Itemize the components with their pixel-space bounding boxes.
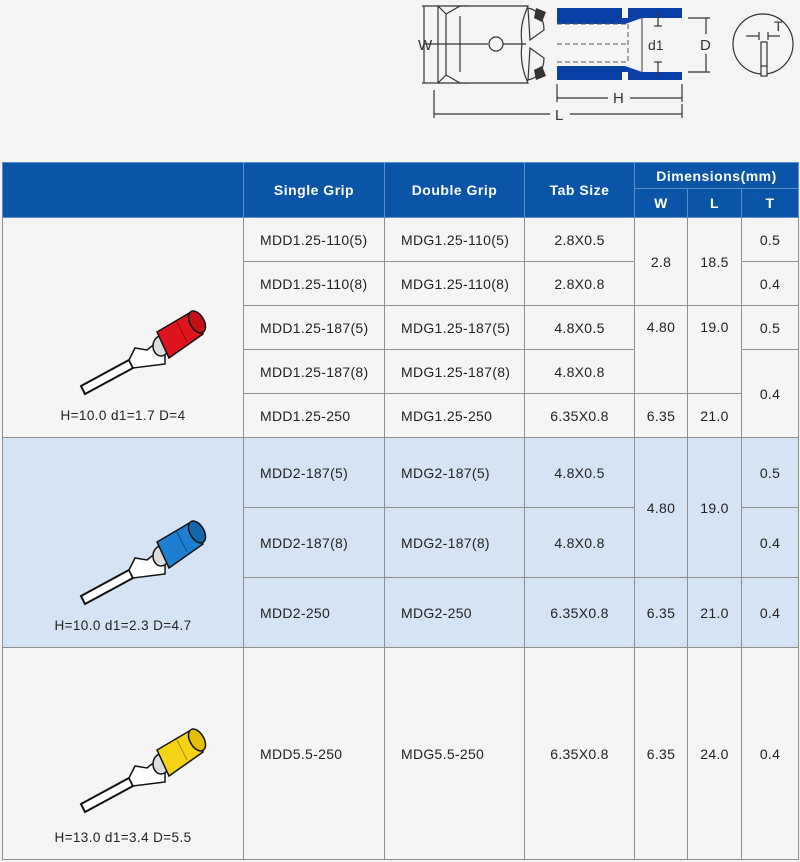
t-cell: 0.5 <box>742 218 799 262</box>
double-grip-cell: MDG1.25-187(5) <box>385 306 525 350</box>
label-t: T <box>774 18 783 34</box>
tab-size-cell: 6.35X0.8 <box>525 648 635 860</box>
label-w: W <box>418 37 433 54</box>
single-grip-cell: MDD2-187(8) <box>244 508 385 578</box>
header-t: T <box>742 189 799 218</box>
single-grip-cell: MDD2-187(5) <box>244 438 385 508</box>
spec-table <box>2 162 799 860</box>
table-row <box>3 218 799 262</box>
tab-size-cell: 6.35X0.8 <box>525 578 635 648</box>
product-image-cell-red <box>3 218 244 438</box>
single-grip-cell: MDD2-250 <box>244 578 385 648</box>
dimension-diagram <box>410 0 800 130</box>
product-image-cell-yellow <box>3 648 244 860</box>
w-cell: 6.35 <box>635 648 688 860</box>
single-grip-cell: MDD1.25-110(8) <box>244 262 385 306</box>
label-h: H <box>613 90 624 107</box>
terminal-blue-image <box>33 488 213 618</box>
double-grip-cell: MDG2-187(8) <box>385 508 525 578</box>
w-cell: 2.8 <box>635 218 688 306</box>
single-grip-cell: MDD1.25-187(5) <box>244 306 385 350</box>
tab-size-cell: 2.8X0.5 <box>525 218 635 262</box>
l-cell: 19.0 <box>688 306 742 394</box>
tab-size-cell: 2.8X0.8 <box>525 262 635 306</box>
double-grip-cell: MDG1.25-187(8) <box>385 350 525 394</box>
label-d: D <box>700 37 711 54</box>
l-cell: 18.5 <box>688 218 742 306</box>
terminal-spec-caption: H=13.0 d1=3.4 D=5.5 <box>54 830 192 845</box>
header-dimensions: Dimensions(mm) <box>635 163 799 189</box>
double-grip-cell: MDG1.25-110(8) <box>385 262 525 306</box>
t-cell: 0.4 <box>742 350 799 438</box>
double-grip-cell: MDG2-250 <box>385 578 525 648</box>
t-cell: 0.4 <box>742 578 799 648</box>
w-cell: 6.35 <box>635 394 688 438</box>
l-cell: 19.0 <box>688 438 742 578</box>
t-cell: 0.5 <box>742 438 799 508</box>
l-cell: 21.0 <box>688 578 742 648</box>
tab-size-cell: 4.8X0.8 <box>525 350 635 394</box>
table-row <box>3 648 799 860</box>
terminal-yellow-image <box>33 690 213 830</box>
tab-size-cell: 4.8X0.5 <box>525 438 635 508</box>
t-cell: 0.4 <box>742 262 799 306</box>
double-grip-cell: MDG1.25-250 <box>385 394 525 438</box>
l-cell: 21.0 <box>688 394 742 438</box>
l-cell: 24.0 <box>688 648 742 860</box>
t-cell: 0.4 <box>742 648 799 860</box>
header-image <box>3 163 244 218</box>
header-single-grip: Single Grip <box>244 163 385 218</box>
header-tab-size: Tab Size <box>525 163 635 218</box>
label-l: L <box>555 107 564 124</box>
table-row <box>3 438 799 508</box>
w-cell: 6.35 <box>635 578 688 648</box>
w-cell: 4.80 <box>635 438 688 578</box>
double-grip-cell: MDG2-187(5) <box>385 438 525 508</box>
terminal-spec-caption: H=10.0 d1=1.7 D=4 <box>60 408 186 423</box>
terminal-spec-caption: H=10.0 d1=2.3 D=4.7 <box>54 618 192 633</box>
tab-size-cell: 4.8X0.8 <box>525 508 635 578</box>
single-grip-cell: MDD1.25-250 <box>244 394 385 438</box>
double-grip-cell: MDG1.25-110(5) <box>385 218 525 262</box>
single-grip-cell: MDD1.25-110(5) <box>244 218 385 262</box>
terminal-red-image <box>33 278 213 408</box>
w-cell: 4.80 <box>635 306 688 394</box>
header-double-grip: Double Grip <box>385 163 525 218</box>
header-w: W <box>635 189 688 218</box>
tab-size-cell: 4.8X0.5 <box>525 306 635 350</box>
t-cell: 0.5 <box>742 306 799 350</box>
product-image-cell-blue <box>3 438 244 648</box>
label-d1: d1 <box>648 37 664 53</box>
single-grip-cell: MDD5.5-250 <box>244 648 385 860</box>
double-grip-cell: MDG5.5-250 <box>385 648 525 860</box>
tab-size-cell: 6.35X0.8 <box>525 394 635 438</box>
single-grip-cell: MDD1.25-187(8) <box>244 350 385 394</box>
t-cell: 0.4 <box>742 508 799 578</box>
header-l: L <box>688 189 742 218</box>
